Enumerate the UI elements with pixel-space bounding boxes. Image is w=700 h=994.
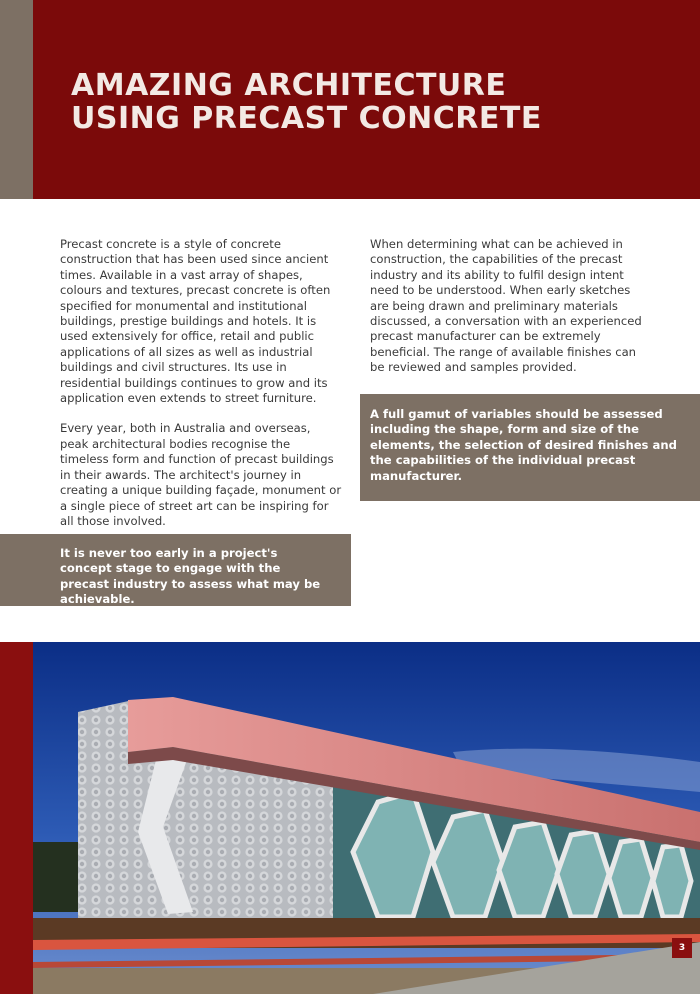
paragraph-intro: Precast concrete is a style of concrete construction that has been used since ancient times. Available in a vast array of shapes, colours and textures, precast concrete is often specified for monumental and institutional buildings, prestige buildings and hotels. It is used extensively for office, retail and public applications of all sizes as well as industrial buildings and civil structures. Its use in residential buildings continues to grow and its application even extends to street furniture.: [60, 237, 331, 406]
right-column: [370, 237, 648, 391]
left-column: [60, 237, 342, 544]
paragraph-capabilities: When determining what can be achieved in construction, the capabilities of the precast industry and its ability to fulfil design intent need to be understood. When early sketches are being drawn and preliminary materials discussed, a conversation with an experienced precast manufacturer can be extremely beneficial. The range of available finishes can be reviewed and samples provided.: [370, 237, 642, 375]
page-number: 3: [672, 938, 692, 958]
title-line-2: USING PRECAST CONCRETE: [71, 101, 542, 136]
building-photo: [33, 642, 700, 994]
title-line-1: AMAZING ARCHITECTURE: [71, 68, 507, 103]
page-title: [71, 69, 542, 135]
left-accent-strip: [0, 0, 33, 199]
pull-quote-variables: A full gamut of variables should be assessed including the shape, form and size of the elements, the selection of desired finishes and the capabilities of the individual precast manufacturer.: [360, 394, 700, 501]
paragraph-awards: Every year, both in Australia and overseas, peak architectural bodies recognise the timeless form and function of precast buildings in their awards. The architect's journey in creating a unique building façade, monument or a single piece of street art can be inspiring for all those involved.: [60, 421, 342, 528]
pull-quote-early-engagement: It is never too early in a project's concept stage to engage with the precast industry to assess what may be achievable.: [0, 534, 351, 606]
photo-accent-strip: [0, 642, 33, 994]
